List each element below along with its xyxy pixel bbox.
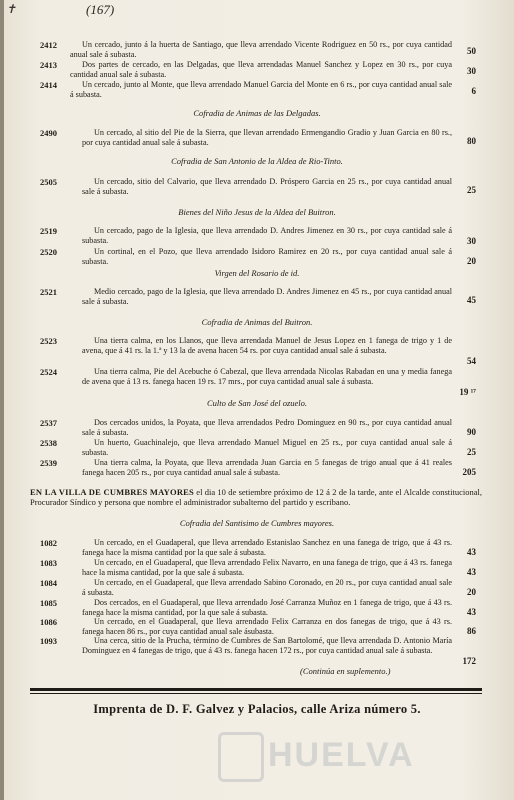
folio-number: (167)	[86, 2, 115, 17]
watermark-text: HUELVA	[268, 736, 415, 774]
entry-amount: 80	[467, 136, 476, 146]
entry-text: Un cercado, en el Guadaperal, que lleva arrendado Felix Carranza en dos fanegas de trigo, que á 43 rs. fanega hacen 86 rs., por cuya cantidad anual sale ásubasta.	[82, 617, 452, 636]
entry-text: Un cercado, en el Guadaperal, que lleva arrendado Sabino Coronado, en 20 rs., por cuya cantidad anual sale á subasta.	[82, 578, 452, 597]
auction-notice	[30, 487, 482, 507]
notice-lead: EN LA VILLA DE CUMBRES MAYORES	[30, 487, 194, 497]
entry-number: 2413	[40, 60, 57, 70]
entry-text: Una tierra calma, la Poyata, que lleva arrendada Juan Garcia en 5 fanegas de trigo anual que á 41 reales fanega hacen 205 rs., por cuya cantidad anual sale á subasta.	[82, 458, 452, 477]
entry-number: 2538	[40, 438, 57, 448]
section-heading: Virgen del Rosario de id.	[214, 268, 300, 278]
entry-amount: 90	[467, 427, 476, 437]
entry-number: 2523	[40, 336, 57, 346]
entry-amount: 86	[467, 626, 476, 636]
entry-number: 2520	[40, 247, 57, 257]
entry-amount: 20	[467, 256, 476, 266]
entry-amount: 25	[467, 185, 476, 195]
entry-number: 2414	[40, 80, 57, 90]
entry-text: Un cortinal, en el Pozo, que lleva arrendado Isidoro Ramirez en 20 rs., por cuya cantidad anual sale á subasta.	[82, 247, 452, 266]
entry-text: Una tierra calma, en los Llanos, que lleva arrendada Manuel de Jesus Lopez en 1 fanega de trigo y 1 de avena, que á 41 rs. la 1.ª y 13 la de avena hacen 54 rs. por cuya cantidad anual sale á subasta.	[82, 336, 452, 355]
entry-number: 1085	[40, 598, 57, 608]
section-heading: Cofradia de Animas de las Delgadas.	[193, 108, 321, 118]
entry-amount: 45	[467, 295, 476, 305]
entry-amount: 43	[467, 547, 476, 557]
entry-number: 1082	[40, 538, 57, 548]
entry-text: Una cerca, sitio de la Prucha, término de Cumbres de San Bartolomé, que lleva arrendada D. Antonio María Dominguez en 4 fanegas de trigo, que á 43 rs. fanega hacen 172 rs., por cuya cantidad anual sale á subasta.	[82, 636, 452, 655]
entry-amount: 30	[467, 236, 476, 246]
section-heading: Bienes del Niño Jesus de la Aldea del Buitron.	[178, 207, 336, 217]
watermark-emblem	[218, 732, 264, 782]
entry-number: 1086	[40, 617, 57, 627]
entry-text: Medio cercado, pago de la Iglesia, que lleva arrendado D. Andres Jimenez en 45 rs., por cuya cantidad anual sale á subasta.	[82, 287, 452, 306]
entry-text: Dos cercados, en el Guadaperal, que lleva arrendado José Carranza Muñoz en 1 fanega de trigo, que á 43 rs. fanega hace la misma cantidad, por la que sale á subasta.	[82, 598, 452, 617]
entry-amount: 25	[467, 447, 476, 457]
entry-amount: 19 ¹⁷	[459, 387, 476, 397]
notice-text: el dia 10 de setiembre próximo de 12 á 2 de la tarde, ante el Alcalde constitucional, Procurador Síndico y persona que nombre el administrador subalterno del partido y escribano.	[30, 487, 482, 507]
entry-amount: 50	[467, 46, 476, 56]
entry-number: 1083	[40, 558, 57, 568]
section-heading: Culto de San José del ozuelo.	[206, 398, 308, 408]
section-heading: Cofradia del Santisimo de Cumbres mayores.	[179, 518, 335, 528]
entry-text: Un cercado, en el Guadaperal, que lleva arrendado Estanislao Sanchez en una fanega de trigo, que á 43 rs. fanega hace la misma cantidad por la que sale á subasta.	[82, 538, 452, 557]
entry-number: 2521	[40, 287, 57, 297]
entry-text: Un cercado, al sitio del Pie de la Sierra, que llevan arrendado Ermengandio Gradio y Juan Garcia en 80 rs., por cuya cantidad anual sale á subasta.	[82, 128, 452, 147]
entry-text: Dos cercados unidos, la Poyata, que lleva arrendados Pedro Dominguez en 90 rs., por cuya cantidad anual sale á subasta.	[82, 418, 452, 437]
entry-text: Un cercado, junto á la huerta de Santiago, que lleva arrendado Vicente Rodriguez en 50 rs., por cuya cantidad anual sale á subasta.	[70, 40, 452, 59]
entry-text: Un huerto, Guachinalejo, que lleva arrendado Manuel Miguel en 25 rs., por cuya cantidad anual sale á subasta.	[82, 438, 452, 457]
entry-amount: 172	[462, 656, 476, 666]
entry-amount: 6	[471, 86, 476, 96]
entry-number: 2490	[40, 128, 57, 138]
entry-amount: 54	[467, 356, 476, 366]
entry-text: Un cercado, sitio del Calvario, que lleva arrendado D. Próspero Garcia en 25 rs., por cuya cantidad anual sale á subasta.	[82, 177, 452, 196]
entry-number: 1093	[40, 636, 57, 646]
entry-amount: 43	[467, 607, 476, 617]
entry-amount: 43	[467, 567, 476, 577]
entry-number: 2505	[40, 177, 57, 187]
entry-number: 2519	[40, 226, 57, 236]
entry-text: Un cercado, pago de la Iglesia, que lleva arrendado D. Andres Jimenez en 30 rs., por cuya cantidad sale á subasta.	[82, 226, 452, 245]
entry-amount: 20	[467, 587, 476, 597]
entry-number: 2539	[40, 458, 57, 468]
continuation-note: (Continúa en suplemento.)	[300, 666, 391, 676]
entry-amount: 30	[467, 66, 476, 76]
entry-number: 2412	[40, 40, 57, 50]
divider-rule	[30, 688, 482, 691]
section-heading: Cofradia de Animas del Buitron.	[201, 317, 313, 327]
entry-text: Dos partes de cercado, en las Delgadas, que lleva arrendadas Manuel Sanchez y Lopez en 30 rs., por cuya cantidad anual sale á subasta.	[70, 60, 452, 79]
entry-number: 1084	[40, 578, 57, 588]
entry-text: Un cercado, en el Guadaperal, que lleva arrendado Felix Navarro, en una fanega de trigo, que á 43 rs. fanega hace la misma cantidad, por la que sale á subasta.	[82, 558, 452, 577]
section-heading: Cofradia de San Antonio de la Aldea de Rio-Tinto.	[171, 156, 343, 166]
entry-text: Una tierra calma, Pie del Acebuche ó Cabezal, que lleva arrendada Nicolas Rabadan en una y media fanega de avena que á 13 rs. fanega hacen 19 rs. 17 mrs., por cuya cantidad anual sale á subasta.	[82, 367, 452, 386]
entry-text: Un cercado, junto al Monte, que lleva arrendado Manuel Garcia del Monte en 6 rs., por cuya cantidad anual sale á subasta.	[70, 80, 452, 99]
entry-number: 2524	[40, 367, 57, 377]
corner-mark: ✝	[6, 2, 17, 16]
printer-imprint: Imprenta de D. F. Galvez y Palacios, calle Ariza número 5.	[93, 702, 421, 716]
entry-number: 2537	[40, 418, 57, 428]
entry-amount: 205	[462, 467, 476, 477]
divider-rule-thin	[30, 693, 482, 694]
